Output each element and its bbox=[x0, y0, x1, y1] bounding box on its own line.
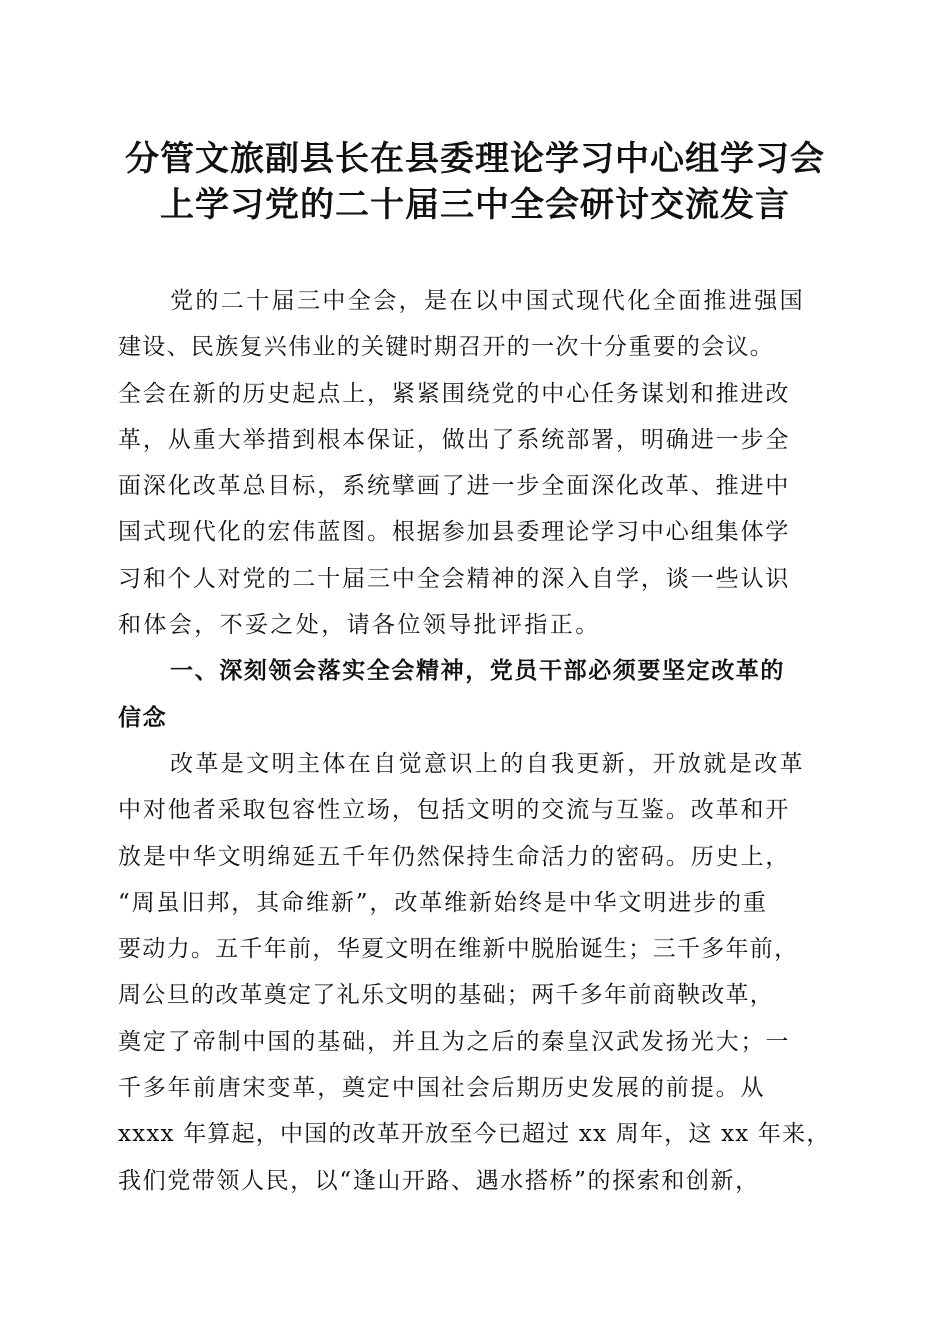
paragraph-line: 我们党带领人民，以“逢山开路、遇水搭桥”的探索和创新， bbox=[118, 1167, 760, 1194]
heading-line: 一、深刻领会落实全会精神，党员干部必须要坚定改革的 bbox=[170, 658, 785, 685]
paragraph-line: xxxx 年算起，中国的改革开放至今已超过 xx 周年，这 xx 年来， bbox=[118, 1121, 831, 1148]
paragraph-line: 周公旦的改革奠定了礼乐文明的基础；两千多年前商鞅改革， bbox=[118, 982, 775, 1009]
paragraph-line: 习和个人对党的二十届三中全会精神的深入自学，谈一些认识 bbox=[118, 565, 791, 592]
section-heading-1 bbox=[118, 648, 832, 741]
paragraph-line: 改革是文明主体在自觉意识上的自我更新，开放就是改革 bbox=[170, 750, 805, 777]
paragraph-line: 全会在新的历史起点上，紧紧围绕党的中心任务谋划和推进改 bbox=[118, 380, 791, 407]
heading-line: 信念 bbox=[118, 704, 168, 731]
paragraph-line: 国式现代化的宏伟蓝图。根据参加县委理论学习中心组集体学 bbox=[118, 519, 791, 546]
paragraph-line: 要动力。五千年前，华夏文明在维新中脱胎诞生；三千多年前， bbox=[118, 936, 799, 963]
paragraph-line: 面深化改革总目标，系统擘画了进一步全面深化改革、推进中 bbox=[118, 473, 791, 500]
paragraph-line: 和体会，不妥之处，请各位领导批评指正。 bbox=[118, 612, 601, 639]
paragraph-line: 中对他者采取包容性立场，包括文明的交流与互鉴。改革和开 bbox=[118, 797, 791, 824]
paragraph-line: 党的二十届三中全会，是在以中国式现代化全面推进强国 bbox=[170, 288, 805, 314]
title-line-2: 上学习党的二十届三中全会研讨交流发言 bbox=[160, 185, 790, 225]
paragraph-reform bbox=[118, 741, 832, 1204]
paragraph-line: 千多年前唐宋变革，奠定中国社会后期历史发展的前提。从 bbox=[118, 1075, 766, 1102]
paragraph-intro bbox=[118, 278, 832, 648]
document-title bbox=[60, 136, 890, 228]
paragraph-line: 奠定了帝制中国的基础，并且为之后的秦皇汉武发扬光大；一 bbox=[118, 1028, 791, 1055]
paragraph-line: 建设、民族复兴伟业的关键时期召开的一次十分重要的会议。 bbox=[118, 334, 775, 361]
title-line-1: 分管文旅副县长在县委理论学习中心组学习会 bbox=[125, 139, 825, 179]
document-body bbox=[118, 278, 832, 1204]
paragraph-line: “周虽旧邦，其命维新”，改革维新始终是中华文明进步的重 bbox=[118, 889, 768, 916]
paragraph-line: 革，从重大举措到根本保证，做出了系统部署，明确进一步全 bbox=[118, 426, 791, 453]
paragraph-line: 放是中华文明绵延五千年仍然保持生命活力的密码。历史上， bbox=[118, 843, 791, 870]
